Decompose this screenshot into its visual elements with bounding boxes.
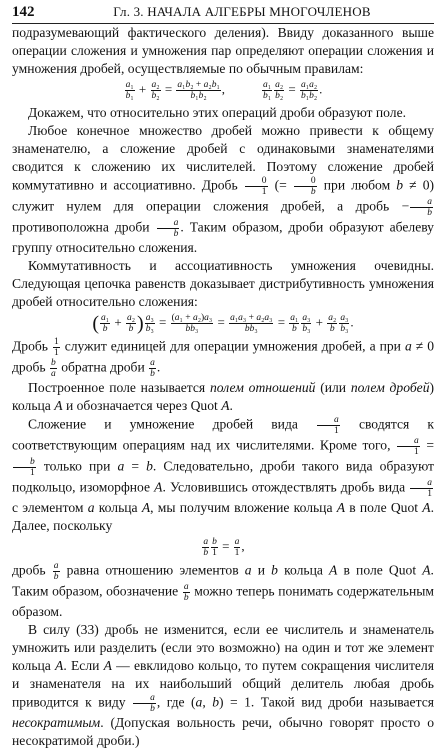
paragraph-6: Построенное поле называется полем отношений (или полем дробей) кольца A и обозначается через Quot A. — [12, 380, 435, 413]
paragraph-3: Любое конечное множество дробей можно привести к общему знаменателю, а сложение дробей с одинаковыми знаменателями сводится к сложению их числителей. Поэтому сложение дробей коммутативно и ассоциативно. Дробь $\frac{0}{1}$ (= $\frac{0}{b}$ при любом b ≠ 0) служит нулем для операции сложения дробей, а дробь − $\frac{a}{b}$ противоположна дроби $\frac{a}{b}$ . Таким образом, дроби образуют абелеву группу относительно сложения. — [12, 123, 435, 255]
page-number: 142 — [12, 4, 35, 20]
running-header — [12, 3, 434, 24]
paragraph-9: В силу (33) дробь не изменится, если ее числитель и знаменатель умножить или разделить (если это возможно) на один и тот же элемент кольца A. Если A — евклидово кольцо, то путем сокращения числителя и знаменателя на их наибольший общий делитель любая дробь приводится к виду $\frac{a}{b}$ , где (a, b) = 1. Такой вид дроби называется несократимым. (Допуская вольность речи, обычно говорят просто о несократимой дроби.) — [12, 622, 434, 748]
paragraph-2: Докажем, что относительно этих операций дроби образуют поле. — [28, 105, 406, 120]
formula-distributivity: ( $\frac{\text{a₁}}{b}$ + $\frac{\text{a₂}}{b}$ ) $\frac{\text{a₃}}{\text{b₃}}$ = $\frac{\text{(a₁ + a₂)a₃}}{\text{bb₃}}$ = $\frac{\text{a₁a₃ + a₂a₃}}{\text{bb₃}}$ = $\frac{\text{a₁}}{b}$ $\frac{\text{a₃}}{\text{b₃}}$ + $\frac{\text{a₂}}{b}$ $\frac{\text{a₃}}{\text{b₃}}$ . — [92, 312, 354, 335]
paragraph-4: Коммутативность и ассоциативность умножения очевидны. Следующая цепочка равенств доказывает дистрибутивность умножения дробей относительно сложения: — [12, 258, 434, 309]
paragraph-7: Сложение и умножение дробей вида $\frac{a}{1}$ сводятся к соответствующим операциям над их числителями. Кроме того, $\frac{a}{1}$ = $\frac{b}{1}$ только при a = b. Следовательно, дроби такого вида образуют подкольцо, изоморфное A. Условившись отождествлять дробь вида $\frac{a}{1}$ с элементом a кольца A, мы получим вложение кольца A в поле Quot A. Далее, поскольку — [12, 415, 434, 533]
chapter-title: Гл. 3. НАЧАЛА АЛГЕБРЫ МНОГОЧЛЕНОВ — [113, 4, 371, 19]
paragraph-5: Дробь $\frac{1}{1}$ служит единицей для операции умножения дробей, а при a ≠ 0 дробь $\frac{b}{a}$ обратна дроби $\frac{a}{b}$ . — [12, 337, 434, 379]
paragraph-8: дробь $\frac{a}{b}$ равна отношению элементов a и b кольца A в поле Quot A. Таким образом, обозначение $\frac{a}{b}$ можно теперь понимать содержательным образом. — [12, 561, 435, 619]
formula-operations: $\frac{\text{a₁}}{\text{b₁}}$ + $\frac{\text{a₂}}{\text{b₂}}$ = $\frac{\text{a₁b₂ + a₂b₁}}{\text{b₁b₂}}$ , $\frac{\text{a₁}}{\text{b₁}}$ $\frac{\text{a₂}}{\text{b₂}}$ = $\frac{\text{a₁a₂}}{\text{b₁b₂}}$ . — [125, 80, 323, 101]
paragraph-1: подразумевающий фактического деления). Ввиду доказанного выше операции сложения и умножения пар определяют операции сложения и умножения дробей, осуществляемые по обычным правилам: — [12, 25, 434, 76]
formula-quotient: $\frac{a}{b}$ $\frac{b}{1}$ = $\frac{a}{1}$ , — [203, 537, 245, 558]
